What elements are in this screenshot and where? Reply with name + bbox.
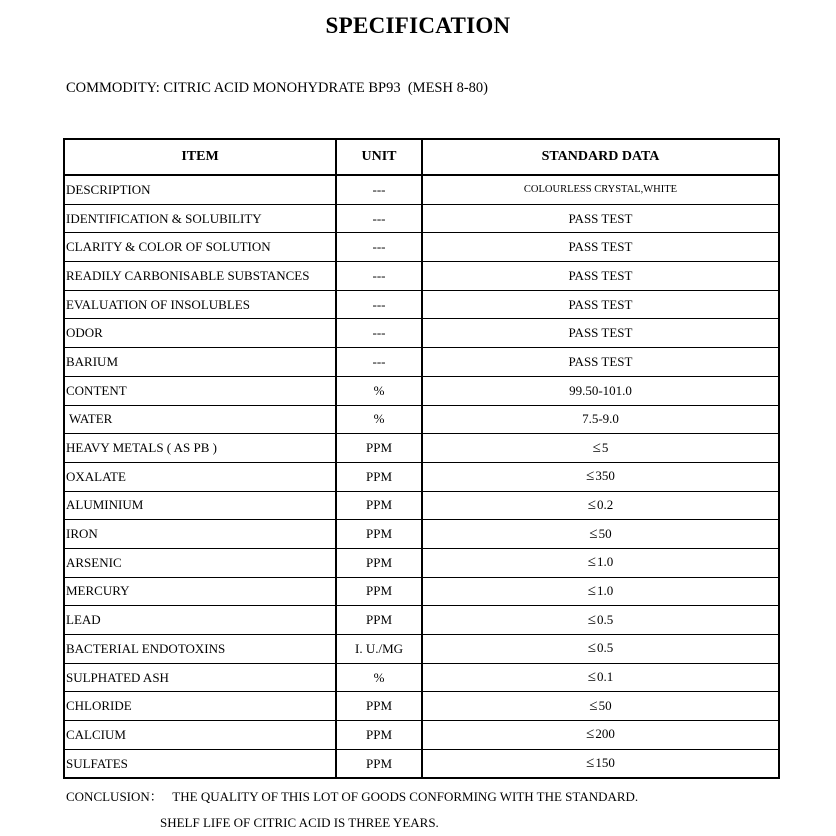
table-row	[64, 635, 779, 664]
conclusion-text: CONCLUSION： THE QUALITY OF THIS LOT OF GOODS CONFORMING WITH THE STANDARD.	[66, 789, 639, 804]
standard-value: 0.5	[596, 611, 614, 627]
standard-data-cell	[422, 577, 779, 606]
less-or-equal-sign: ≤	[587, 554, 596, 571]
standard-data-cell	[422, 434, 779, 463]
less-or-equal-sign: ≤	[589, 697, 598, 714]
item-cell: ALUMINIUM	[64, 491, 336, 520]
table-row	[64, 491, 779, 520]
standard-data-cell	[422, 290, 779, 319]
standard-value: PASS TEST	[568, 296, 633, 312]
standard-data-cell	[422, 749, 779, 778]
standard-data-cell	[422, 663, 779, 692]
specification-table	[63, 138, 780, 779]
standard-data-cell	[422, 262, 779, 291]
standard-data-cell	[422, 376, 779, 405]
item-cell: CLARITY & COLOR OF SOLUTION	[64, 233, 336, 262]
standard-value: 50	[598, 697, 612, 713]
item-cell: DESCRIPTION	[64, 175, 336, 204]
unit-cell: PPM	[336, 434, 422, 463]
unit-cell: PPM	[336, 548, 422, 577]
standard-data-cell	[422, 606, 779, 635]
table-header-row	[64, 139, 779, 175]
standard-value: 1.0	[596, 582, 614, 598]
commodity-line: COMMODITY: CITRIC ACID MONOHYDRATE BP93 (MESH 8-80)	[66, 80, 489, 96]
item-cell: CHLORIDE	[64, 692, 336, 721]
unit-cell: ---	[336, 175, 422, 204]
standard-value: COLOURLESS CRYSTAL,WHITE	[523, 184, 678, 196]
standard-value: 0.2	[596, 496, 614, 512]
less-or-equal-sign: ≤	[587, 640, 596, 657]
header-standard-data: STANDARD DATA	[422, 139, 779, 175]
item-cell: HEAVY METALS ( AS PB )	[64, 434, 336, 463]
shelf-life-text: SHELF LIFE OF CITRIC ACID IS THREE YEARS.	[160, 815, 439, 830]
unit-cell: PPM	[336, 692, 422, 721]
table-row	[64, 577, 779, 606]
unit-cell: ---	[336, 204, 422, 233]
item-cell: BARIUM	[64, 348, 336, 377]
unit-cell: I. U./MG	[336, 635, 422, 664]
unit-cell: ---	[336, 233, 422, 262]
item-cell: MERCURY	[64, 577, 336, 606]
standard-value: 7.5-9.0	[582, 411, 619, 427]
standard-data-cell	[422, 233, 779, 262]
unit-cell: ---	[336, 262, 422, 291]
header-item: ITEM	[64, 139, 336, 175]
unit-cell: %	[336, 376, 422, 405]
item-cell: ARSENIC	[64, 548, 336, 577]
standard-data-cell	[422, 635, 779, 664]
table-row	[64, 175, 779, 204]
unit-cell: PPM	[336, 491, 422, 520]
item-cell: IRON	[64, 520, 336, 549]
unit-cell: PPM	[336, 462, 422, 491]
standard-data-cell	[422, 348, 779, 377]
table-row	[64, 376, 779, 405]
standard-value: 1.0	[596, 554, 614, 570]
less-or-equal-sign: ≤	[587, 496, 596, 513]
standard-value: 0.5	[596, 640, 614, 656]
standard-data-cell	[422, 721, 779, 750]
table-row	[64, 405, 779, 434]
standard-data-cell	[422, 462, 779, 491]
standard-data-cell	[422, 520, 779, 549]
table-row	[64, 692, 779, 721]
standard-value: 350	[595, 468, 615, 484]
page-title: SPECIFICATION	[325, 13, 511, 38]
less-or-equal-sign: ≤	[587, 611, 596, 628]
table-row	[64, 434, 779, 463]
less-or-equal-sign: ≤	[592, 439, 601, 456]
table-row	[64, 548, 779, 577]
less-or-equal-sign: ≤	[586, 468, 595, 485]
unit-cell: PPM	[336, 577, 422, 606]
standard-data-cell	[422, 548, 779, 577]
standard-value: PASS TEST	[568, 325, 633, 341]
item-cell: READILY CARBONISABLE SUBSTANCES	[64, 262, 336, 291]
item-cell: SULFATES	[64, 749, 336, 778]
table-row	[64, 663, 779, 692]
item-cell: LEAD	[64, 606, 336, 635]
unit-cell: PPM	[336, 606, 422, 635]
standard-data-cell	[422, 319, 779, 348]
standard-data-cell	[422, 491, 779, 520]
less-or-equal-sign: ≤	[586, 726, 595, 743]
table-row	[64, 520, 779, 549]
less-or-equal-sign: ≤	[587, 582, 596, 599]
item-cell: EVALUATION OF INSOLUBLES	[64, 290, 336, 319]
item-cell: ODOR	[64, 319, 336, 348]
standard-data-cell	[422, 204, 779, 233]
item-cell: CALCIUM	[64, 721, 336, 750]
unit-cell: ---	[336, 348, 422, 377]
table-row	[64, 606, 779, 635]
unit-cell: ---	[336, 290, 422, 319]
item-cell: CONTENT	[64, 376, 336, 405]
standard-data-cell	[422, 405, 779, 434]
standard-data-cell	[422, 692, 779, 721]
unit-cell: PPM	[336, 721, 422, 750]
table-row	[64, 319, 779, 348]
header-unit: UNIT	[336, 139, 422, 175]
table-row	[64, 721, 779, 750]
unit-cell: PPM	[336, 749, 422, 778]
item-cell: OXALATE	[64, 462, 336, 491]
table-row	[64, 233, 779, 262]
unit-cell: ---	[336, 319, 422, 348]
standard-value: PASS TEST	[568, 267, 633, 283]
item-cell: SULPHATED ASH	[64, 663, 336, 692]
item-cell: WATER	[64, 405, 336, 434]
less-or-equal-sign: ≤	[586, 755, 595, 772]
item-cell: BACTERIAL ENDOTOXINS	[64, 635, 336, 664]
unit-cell: PPM	[336, 520, 422, 549]
less-or-equal-sign: ≤	[587, 669, 596, 686]
standard-value: 200	[595, 726, 615, 742]
table-body	[64, 175, 779, 778]
standard-value: PASS TEST	[568, 239, 633, 255]
less-or-equal-sign: ≤	[589, 525, 598, 542]
table-row	[64, 290, 779, 319]
table-row	[64, 462, 779, 491]
table-row	[64, 204, 779, 233]
unit-cell: %	[336, 663, 422, 692]
standard-value: PASS TEST	[568, 353, 633, 369]
item-cell: IDENTIFICATION & SOLUBILITY	[64, 204, 336, 233]
standard-data-cell	[422, 175, 779, 204]
standard-value: 50	[598, 525, 612, 541]
standard-value: 150	[595, 755, 615, 771]
standard-value: 5	[601, 439, 609, 455]
table-row	[64, 262, 779, 291]
table-row	[64, 348, 779, 377]
standard-value: PASS TEST	[568, 210, 633, 226]
standard-value: 0.1	[596, 669, 614, 685]
unit-cell: %	[336, 405, 422, 434]
standard-value: 99.50-101.0	[569, 382, 632, 398]
table-row	[64, 749, 779, 778]
